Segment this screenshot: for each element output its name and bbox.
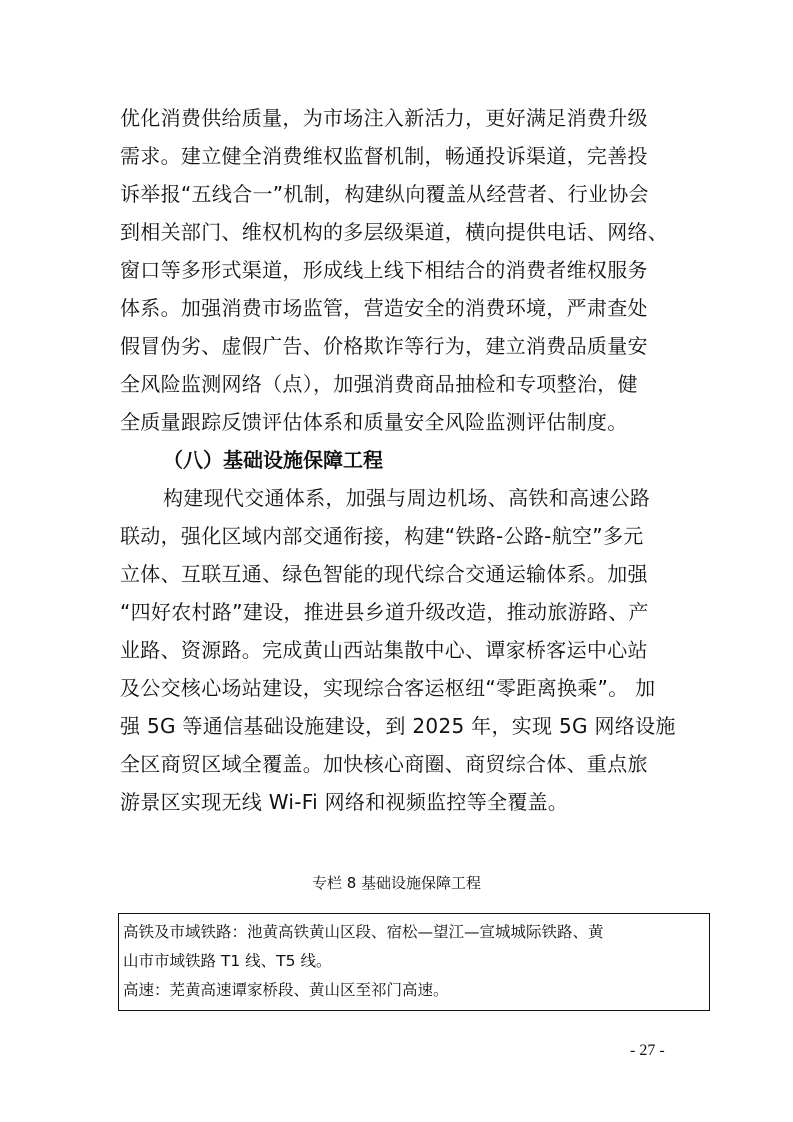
section-heading: （八）基础设施保障工程 <box>163 448 383 472</box>
text-line: 游景区实现无线 Wi-Fi 网络和视频监控等全覆盖。 <box>120 790 569 814</box>
text-line: 全区商贸区域全覆盖。加快核心商圈、商贸综合体、重点旅 <box>120 752 648 776</box>
text-line: 窗口等多形式渠道，形成线上线下相结合的消费者维权服务 <box>120 258 648 282</box>
text-line: 到相关部门、维权机构的多层级渠道，横向提供电话、网络、 <box>120 220 669 244</box>
box-line: 山市市域铁路 T1 线、T5 线。 <box>123 952 332 970</box>
text-line: 假冒伪劣、虚假广告、价格欺诈等行为，建立消费品质量安 <box>120 334 648 358</box>
text-line: 业路、资源路。完成黄山西站集散中心、谭家桥客运中心站 <box>120 638 648 662</box>
text-line: 及公交核心场站建设，实现综合客运枢纽“零距离换乘”。 加 <box>120 676 656 700</box>
text-line: 立体、互联互通、绿色智能的现代综合交通运输体系。加强 <box>120 562 648 586</box>
text-line: 需求。建立健全消费维权监督机制，畅通投诉渠道，完善投 <box>120 144 648 168</box>
infrastructure-box <box>118 913 710 1011</box>
box-line: 高铁及市域铁路：池黄高铁黄山区段、宿松—望江—宣城城际铁路、黄 <box>123 923 604 941</box>
box-caption: 专栏 8 基础设施保障工程 <box>311 874 482 892</box>
text-line: 优化消费供给质量，为市场注入新活力，更好满足消费升级 <box>120 106 648 130</box>
page-number: - 27 - <box>630 1042 665 1059</box>
text-line: 构建现代交通体系，加强与周边机场、高铁和高速公路 <box>163 486 651 510</box>
text-line: 体系。加强消费市场监管，营造安全的消费环境，严肃查处 <box>120 296 648 320</box>
text-line: 联动，强化区域内部交通衔接，构建“铁路-公路-航空”多元 <box>120 524 644 548</box>
text-line: 诉举报“五线合一”机制，构建纵向覆盖从经营者、行业协会 <box>120 182 649 206</box>
box-line: 高速：芜黄高速谭家桥段、黄山区至祁门高速。 <box>123 981 449 999</box>
text-line: “四好农村路”建设，推进县乡道升级改造，推动旅游路、产 <box>120 600 649 624</box>
text-line: 全风险监测网络（点），加强消费商品抽检和专项整治，健 <box>120 372 638 396</box>
text-line: 强 5G 等通信基础设施建设，到 2025 年，实现 5G 网络设施 <box>120 714 676 738</box>
text-line: 全质量跟踪反馈评估体系和质量安全风险监测评估制度。 <box>120 410 628 434</box>
